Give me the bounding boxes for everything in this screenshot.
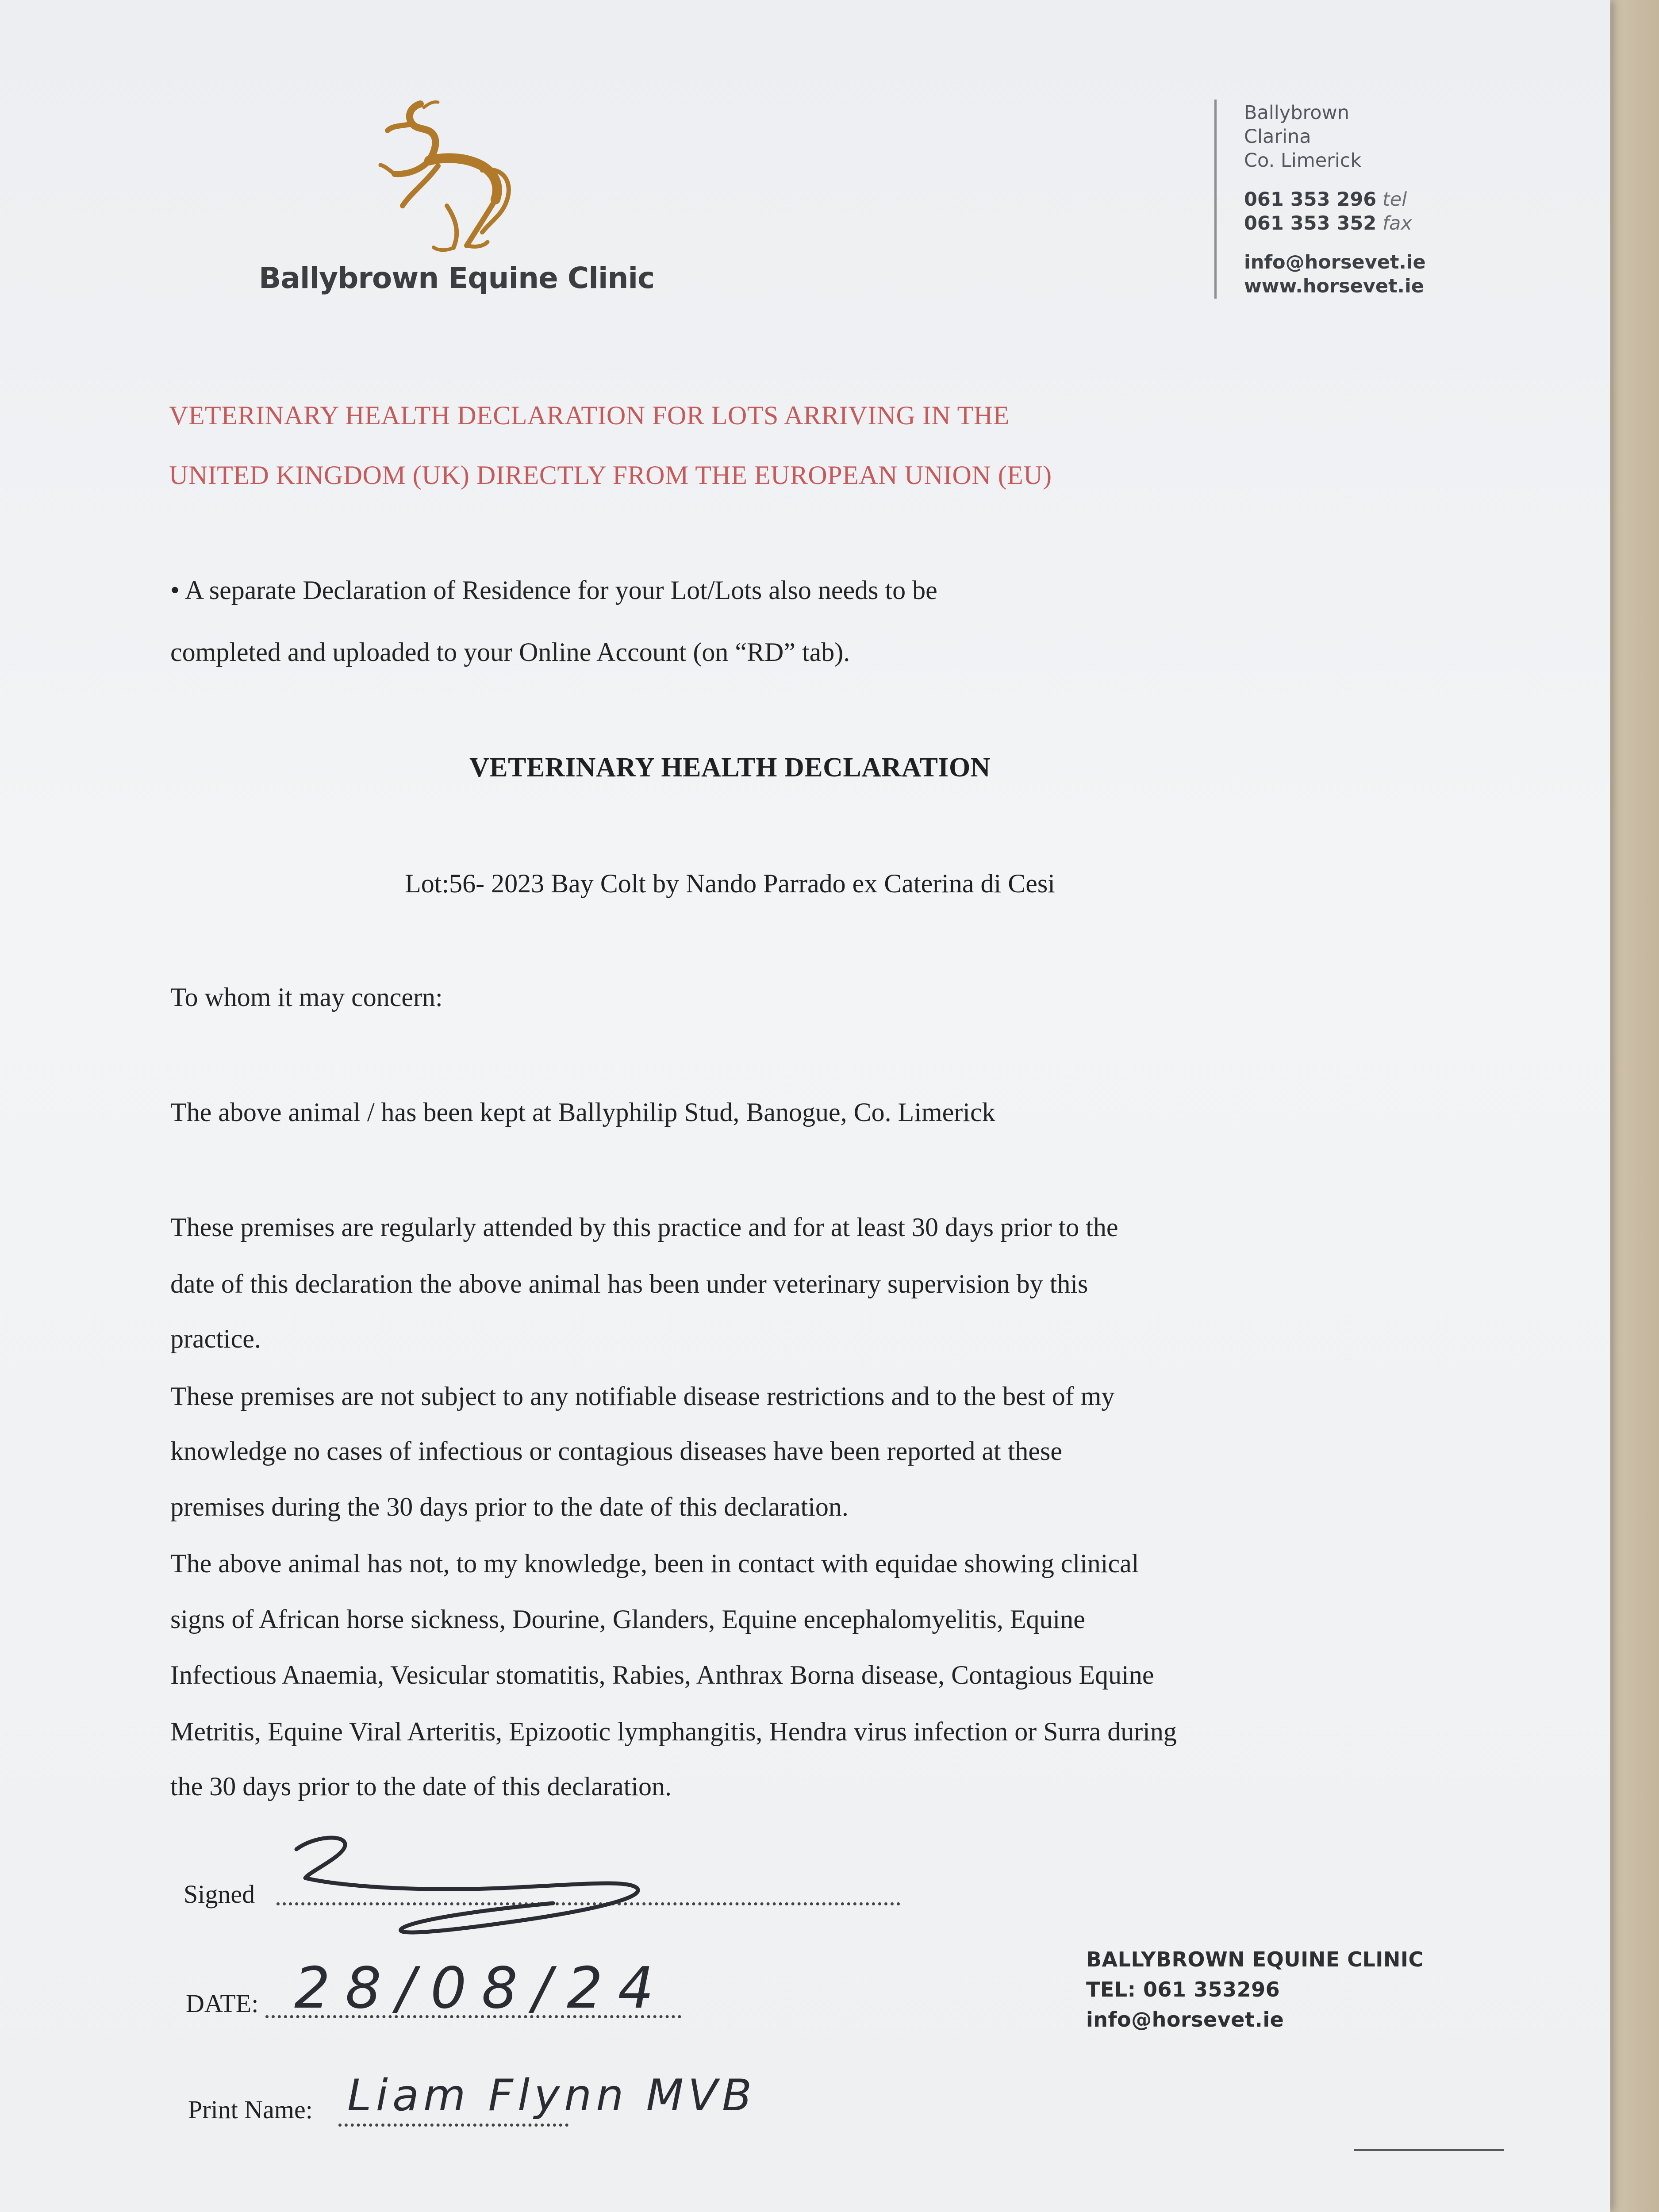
phone-number: 061 353 296	[1244, 188, 1377, 211]
lot-description: Lot:56- 2023 Bay Colt by Nando Parrado ex Caterina di Cesi	[405, 869, 1055, 898]
declaration-line: These premises are not subject to any notifiable disease restrictions and to the best of my	[170, 1382, 1115, 1411]
fax-number: 061 353 352	[1244, 212, 1377, 234]
address-line-2: Clarina	[1244, 126, 1311, 148]
email-line	[1244, 250, 1426, 274]
fax-label: fax	[1382, 212, 1412, 234]
date-label: DATE:	[186, 1989, 259, 2018]
kept-at-statement: The above animal / has been kept at Ballyphilip Stud, Banogue, Co. Limerick	[170, 1098, 995, 1127]
stamp-email: info@horsevet.ie	[1086, 2008, 1284, 2032]
declaration-line: date of this declaration the above animal has been under veterinary supervision by this	[170, 1269, 1088, 1298]
declaration-line: knowledge no cases of infectious or contagious diseases have been reported at these	[170, 1436, 1062, 1466]
declaration-line: The above animal has not, to my knowledge, been in contact with equidae showing clinical	[170, 1549, 1139, 1578]
signed-label: Signed	[184, 1880, 255, 1909]
document-title-line-1: VETERINARY HEALTH DECLARATION FOR LOTS ARRIVING IN THE	[169, 401, 1010, 430]
handwritten-print-name: Liam Flynn MVB	[347, 2070, 757, 2121]
salutation: To whom it may concern:	[170, 983, 443, 1012]
declaration-heading: VETERINARY HEALTH DECLARATION	[469, 753, 991, 783]
declaration-line: signs of African horse sickness, Dourine, Glanders, Equine encephalomyelitis, Equine	[170, 1605, 1085, 1634]
notice-line-1: • A separate Declaration of Residence for your Lot/Lots also needs to be	[170, 576, 937, 605]
rearing-horse-logo	[372, 100, 522, 259]
header-divider	[1214, 100, 1217, 299]
declaration-line: These premises are regularly attended by this practice and for at least 30 days prior to the	[170, 1213, 1118, 1242]
address-line-1: Ballybrown	[1244, 102, 1349, 124]
document-title-line-2: UNITED KINGDOM (UK) DIRECTLY FROM THE EUROPEAN UNION (EU)	[169, 461, 1052, 490]
handwritten-date: 28/08/24	[294, 1955, 669, 2021]
footer-rule	[1354, 2149, 1504, 2151]
clinic-name: Ballybrown Equine Clinic	[259, 261, 655, 295]
phone-line	[1244, 188, 1407, 211]
website-line	[1244, 274, 1424, 298]
header-email: info@horsevet.ie	[1244, 251, 1426, 273]
declaration-line: practice.	[170, 1324, 261, 1353]
handwritten-signature	[279, 1832, 664, 1947]
phone-label: tel	[1382, 188, 1407, 211]
stamp-clinic-name: BALLYBROWN EQUINE CLINIC	[1086, 1947, 1424, 1971]
print-name-line	[338, 2124, 568, 2127]
address-line-3: Co. Limerick	[1244, 150, 1362, 172]
declaration-line: premises during the 30 days prior to the date of this declaration.	[170, 1492, 849, 1521]
declaration-line: Infectious Anaemia, Vesicular stomatitis, Rabies, Anthrax Borna disease, Contagious Equine	[170, 1660, 1154, 1690]
declaration-line: Metritis, Equine Viral Arteritis, Epizootic lymphangitis, Hendra virus infection or Surra during	[170, 1717, 1177, 1746]
notice-line-2: completed and uploaded to your Online Account (on “RD” tab).	[170, 637, 850, 667]
declaration-line: the 30 days prior to the date of this declaration.	[170, 1772, 672, 1801]
stamp-telephone: TEL: 061 353296	[1086, 1978, 1280, 2001]
header-website: www.horsevet.ie	[1244, 275, 1424, 297]
fax-line	[1244, 211, 1412, 235]
print-name-label: Print Name:	[188, 2095, 313, 2124]
